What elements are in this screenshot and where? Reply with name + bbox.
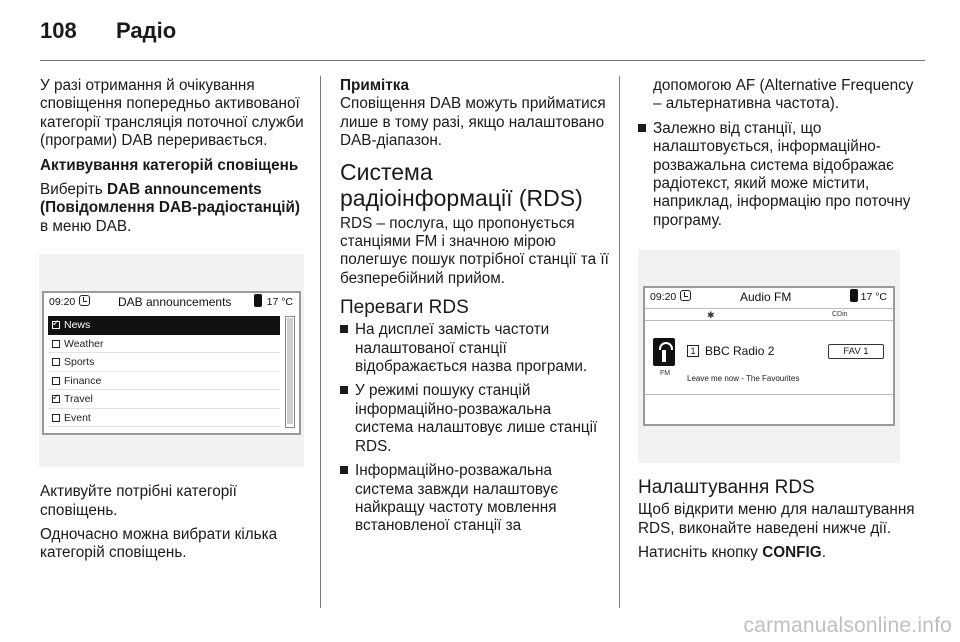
announcement-label: Finance [64, 374, 102, 387]
announcement-item[interactable] [48, 316, 280, 335]
screen-status-bar [44, 293, 299, 311]
cdin-indicator: CDin [832, 311, 848, 319]
checkbox-icon[interactable] [52, 377, 60, 385]
announcement-label: Travel [64, 393, 93, 406]
announcement-item[interactable] [48, 390, 280, 409]
checkbox-icon[interactable] [52, 358, 60, 366]
select-instruction: Виберіть DAB announcements (Повідомлення DAB-радіостанцій) в меню DAB. [40, 181, 301, 235]
announcement-item[interactable] [48, 372, 280, 391]
clock-icon [680, 290, 691, 301]
bullet-icon [340, 386, 348, 394]
screen-status-bar [645, 288, 893, 306]
column-3 [638, 77, 926, 562]
list-item: У режимі пошуку станцій інформаційно-розважальна система налаштовує лише станції RDS. [340, 382, 610, 456]
rds-benefits-list-cont [638, 120, 926, 230]
announcement-label: Sports [64, 356, 95, 369]
rds-description: RDS – послуга, що пропонується станціями FM і значною мірою полегшує пошук потрібної станції та її безперебійний прийом. [340, 214, 609, 287]
page-number: 108 [40, 18, 77, 43]
announcement-list [48, 316, 280, 427]
bullet-icon [340, 325, 348, 333]
clock-icon [79, 295, 90, 306]
dab-announcements-screen [42, 291, 301, 435]
clock-time: 09:20 [650, 291, 677, 304]
audio-fm-figure [638, 250, 900, 463]
checkbox-checked-icon[interactable] [52, 395, 60, 403]
preset-number: 1 [687, 345, 699, 357]
checkbox-checked-icon[interactable] [52, 321, 60, 329]
thermometer-icon [254, 294, 262, 307]
config-instruction: Натисніть кнопку CONFIG. [638, 544, 826, 562]
screen-title: DAB announcements [118, 295, 232, 310]
announcement-item[interactable] [48, 353, 280, 372]
list-item: Залежно від станції, що налаштовується, інформаційно-розважальна система відображає радіотекст, який може містити, наприклад, інформацію про поточну програму. [638, 120, 926, 230]
rds-settings-heading: Налаштування RDS [638, 477, 815, 499]
activation-heading: Активування категорій сповіщень [40, 156, 299, 174]
note-text: Сповіщення DAB можуть прийматися лише в тому разі, якщо налаштовано DAB-діапазон. [340, 95, 606, 150]
list-item: На дисплеї замість частоти налаштованої станції відображається назва програми. [340, 321, 610, 376]
clock-time: 09:20 [49, 296, 76, 309]
dab-announcements-figure [39, 254, 304, 467]
note-title: Примітка [340, 77, 409, 94]
bluetooth-icon: ✱ [707, 310, 715, 321]
activate-instruction: Активуйте потрібні категорії сповіщень. [40, 483, 237, 519]
checkbox-icon[interactable] [52, 414, 60, 422]
checkbox-icon[interactable] [52, 340, 60, 348]
list-item: Інформаційно-розважальна система завжди налаштовує найкращу частоту мовлення встановленої станції за [340, 462, 610, 536]
rds-benefits-heading: Переваги RDS [340, 297, 469, 319]
column-divider-1 [320, 76, 321, 608]
column-1 [40, 77, 312, 563]
audio-fm-screen [643, 286, 895, 426]
bullet-icon [638, 124, 646, 132]
screen-title: Audio FM [740, 290, 792, 305]
rds-benefits-list [340, 321, 610, 535]
thermometer-icon [850, 289, 858, 302]
radio-tower-icon [653, 338, 675, 366]
intro-paragraph: У разі отримання й очікування сповіщення попередньо активованої категорії трансляція поточної служби (програми) DAB переривається. [40, 77, 304, 150]
column-divider-2 [619, 76, 620, 608]
multi-select-note: Одночасно можна вибрати кілька категорій сповіщень. [40, 526, 278, 562]
screen-divider [645, 394, 893, 395]
rds-heading: Система радіоінформації (RDS) [340, 158, 583, 211]
temperature: 17 °C [266, 296, 293, 309]
watermark: carmanualsonline.info [743, 614, 952, 637]
announcement-label: Weather [64, 337, 104, 350]
page-header [0, 0, 960, 62]
list-scrollbar[interactable] [285, 316, 295, 428]
radio-text: Leave me now - The Favourites [687, 374, 800, 384]
announcement-item[interactable] [48, 409, 280, 428]
section-title: Радіо [116, 18, 177, 43]
station-name: BBC Radio 2 [705, 344, 775, 359]
favourite-button[interactable]: FAV 1 [828, 344, 884, 359]
bullet-icon [340, 466, 348, 474]
announcement-label: News [64, 319, 91, 332]
source-indicator-row [645, 308, 893, 321]
header-divider [40, 60, 925, 61]
band-label: FM [660, 370, 671, 378]
temperature: 17 °C [860, 291, 887, 304]
announcement-item[interactable] [48, 335, 280, 354]
column-2 [340, 77, 610, 542]
bullet-continuation: допомогою AF (Alternative Frequency – альтернативна частота). [653, 77, 914, 113]
announcement-label: Event [64, 411, 91, 424]
rds-settings-intro: Щоб відкрити меню для налаштування RDS, виконайте наведені нижче дії. [638, 501, 915, 537]
scrollbar-thumb[interactable] [287, 318, 293, 424]
